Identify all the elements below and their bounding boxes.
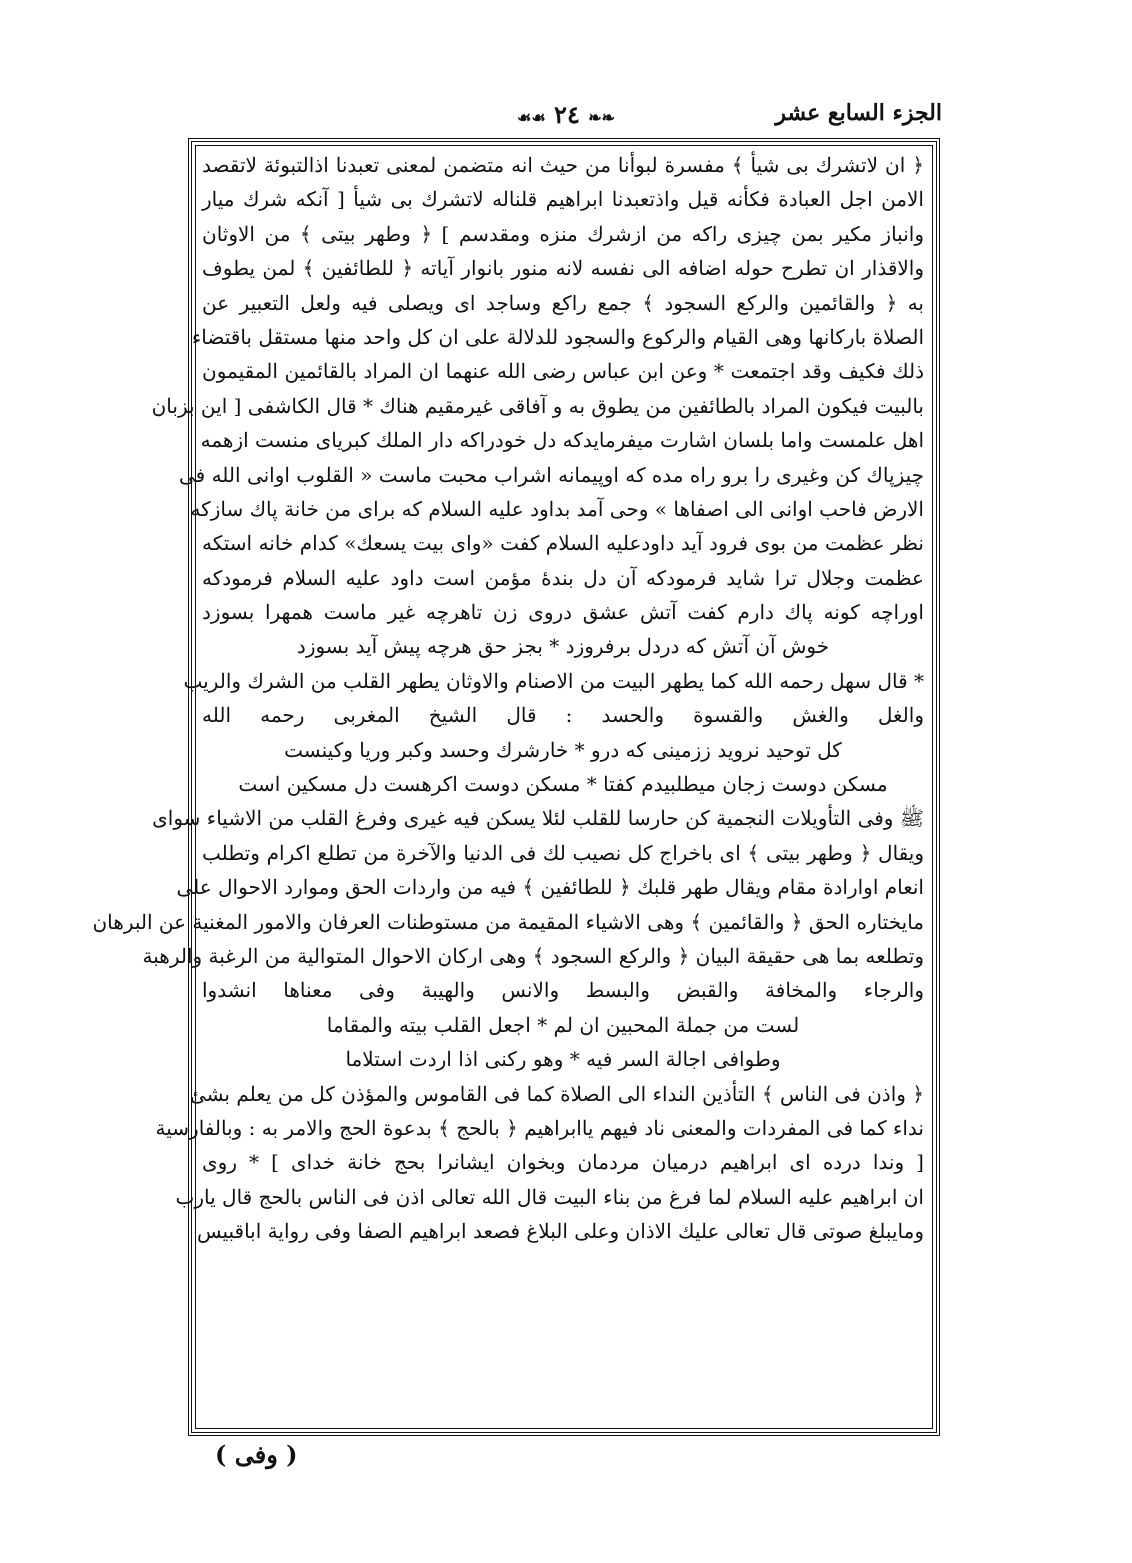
verse-line: كل توحيد نرويد ززمينى كه درو * خارشرك وحسد وكبر وريا وكينست — [284, 737, 842, 762]
text-line: مايختاره الحق ﴿ والقائمين ﴾ وهى الاشياء المقيمة من مستوطنات العرفان والامور المغنية عن البرهان — [92, 909, 924, 934]
page-header — [190, 100, 942, 136]
running-header-title: الجزء السابع عشر — [775, 100, 942, 126]
text-line: [ وندا درده اى ابراهيم درميان مردمان وبخوان ايشانرا بحج خانة خداى ] * روى — [202, 1150, 924, 1175]
text-line: والغل والغش والقسوة والحسد : قال الشيخ المغربى رحمه الله — [202, 703, 924, 728]
text-line: ﴿ واذن فى الناس ﴾ التأذين النداء الى الصلاة كما فى القاموس والمؤذن كل من يعلم بشئ — [189, 1081, 924, 1106]
text-line: ﴿ ان لاتشرك بى شيأ ﴾ مفسرة لبوأنا من حيث انه متضمن لمعنى تعبدنا اذالتبوئة لاتقصد — [202, 153, 924, 177]
right-ornament-icon: ☙☙ — [517, 108, 546, 127]
text-line: وتطلعه بما هى حقيقة البيان ﴿ والركع السجود ﴾ وهى اركان الاحوال المتوالية من الرغبة والرهبة — [142, 943, 924, 968]
left-ornament-icon: ❧❧ — [588, 108, 615, 127]
verse-line: لست من جملة المحبين ان لم * اجعل القلب بيته والمقاما — [326, 1012, 800, 1037]
text-line: عظمت وجلال ترا شايد فرمودكه آن دل بندۀ مؤمن است داود عليه السلام فرمودكه — [202, 565, 924, 590]
text-line: ﷺ وفى التأويلات النجمية كن حارسا للقلب لئلا يسكن فيه غيرى وفرغ القلب من الاشياء سواى — [152, 806, 924, 831]
text-line: اهل علمست واما بلسان اشارت ميفرمايدكه دل خودراكه دار الملك كبرياى منست ازهمه — [200, 428, 924, 453]
verse-line: وطوافى اجالة السر فيه * وهو ركنى اذا اردت استلاما — [345, 1047, 781, 1072]
main-text-block — [92, 148, 925, 1249]
page-number-value: ٢٤ — [554, 100, 580, 129]
text-line: ويقال ﴿ وطهر بيتى ﴾ اى باخراج كل نصيب لك فى الدنيا والآخرة من تطلع اكرام وتطلب — [202, 840, 924, 865]
text-line: اوراچه كونه پاك دارم كفت آتش عشق دروى زن تاهرچه غير ماست همهرا بسوزد — [202, 600, 924, 625]
text-line: * قال سهل رحمه الله كما يطهر البيت من الاصنام والاوثان يطهر القلب من الشرك والريب — [183, 668, 924, 693]
verse-line: مسكن دوست زجان ميطلبيدم كفتا * مسكن دوست اكرهست دل مسكين است — [238, 772, 888, 797]
text-line: ان ابراهيم عليه السلام لما فرغ من بناء البيت قال الله تعالى اذن فى الناس بالحج قال يارب — [175, 1184, 924, 1209]
text-line: بالبيت فيكون المراد بالطائفين من يطوق به و آفاقى غيرمقيم هناك * قال الكاشفى [ اين بزبان — [151, 393, 924, 418]
text-line: الارض فاحب اوانى الى اصفاها » وحى آمد بداود عليه السلام كه براى من خانة پاك سازكه — [190, 496, 924, 521]
catchword: ( وفى ) — [215, 1440, 298, 1469]
text-line: الامن اجل العبادة فكأنه قيل واذتعبدنا ابراهيم قلناله لاتشرك بى شيأ [ آنكه شرك ميار — [202, 187, 924, 212]
text-line: چيزپاك كن وغيرى را برو راه مده كه اوپيمانه اشراب محبت ماست « القلوب اوانى الله فى — [179, 462, 924, 487]
text-line: ذلك فكيف وقد اجتمعت * وعن ابن عباس رضى الله عنهما ان المراد بالقائمين المقيمون — [202, 359, 924, 384]
text-line: به ﴿ والقائمين والركع السجود ﴾ جمع راكع وساجد اى ويصلى فيه ولعل التعبير عن — [202, 290, 924, 315]
text-line: ومايبلغ صوتى قال تعالى عليك الاذان وعلى البلاغ فصعد ابراهيم الصفا وفى رواية اباقبيس — [196, 1219, 924, 1244]
text-line: وانباز مكير بمن چيزى راكه من ازشرك منزه ومقدسم ] ﴿ وطهر بيتى ﴾ من الاوثان — [202, 221, 925, 246]
verse-line: خوش آن آتش كه دردل برفروزد * بجز حق هرچه پيش آيد بسوزد — [296, 634, 830, 659]
text-line: انعام اوارادة مقام ويقال طهر قلبك ﴿ للطائفين ﴾ فيه من واردات الحق وموارد الاحوال على — [176, 875, 924, 900]
text-line: نداء كما فى المفردات والمعنى ناد فيهم ياابراهيم ﴿ بالحج ﴾ بدعوة الحج والامر به : وبالفارسية — [155, 1115, 924, 1140]
text-line: والاقذار ان تطرح حوله اضافه الى نفسه لانه منور بانوار آياته ﴿ للطائفين ﴾ لمن يطوف — [202, 256, 924, 281]
text-line: نظر عظمت من بوى فرود آيد داودعليه السلام كفت «واى بيت يسعك» كدام خانه استكه — [202, 531, 924, 556]
text-line: الصلاة باركانها وهى القيام والركوع والسجود للدلالة على ان كل واحد منها مستقل باقتضاء — [191, 324, 924, 349]
text-line: والرجاء والمخافة والقبض والبسط والانس والهيبة وفى معناها انشدوا — [202, 978, 924, 1003]
